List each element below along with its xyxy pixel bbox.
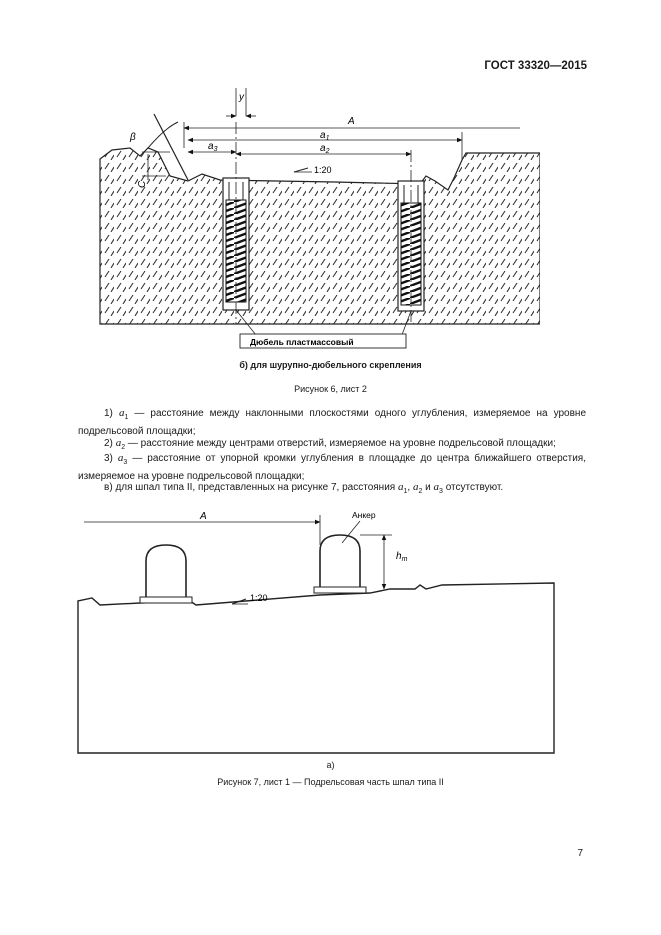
- document-code: ГОСТ 33320—2015: [484, 60, 587, 72]
- label-anchor: Анкер: [352, 510, 376, 520]
- figure-6-subcaption: б) для шурупно-дюбельного скрепления: [239, 360, 422, 370]
- note-4: в) для шпал типа II, представленных на рисунке 7, расстояния $a_1$, $a_2$ и $a_3$ отсутствуют.: [104, 481, 504, 495]
- label-a1: $a_1$: [320, 130, 330, 142]
- label-A: A: [348, 116, 355, 127]
- label-dowel: Дюбель пластмассовый: [250, 337, 354, 347]
- label-slope: 1:20: [314, 165, 332, 175]
- label-A-fig7: A: [200, 511, 207, 522]
- label-slope-fig7: 1:20: [250, 593, 268, 603]
- sleeper-type-2-body: [78, 583, 554, 753]
- note-3: 3) $a_3$ — расстояние от упорной кромки углубления в площадке до центра ближайшего отверстия, измеряемое на уровне подрельсовой площадки;: [78, 452, 586, 482]
- label-h: $h_т$: [396, 551, 408, 563]
- label-y: у: [239, 92, 244, 103]
- label-C: C: [137, 180, 148, 188]
- anchor-right: [320, 535, 360, 591]
- figure-7-drawing: [70, 505, 560, 755]
- page-number: 7: [577, 848, 583, 859]
- note-2: 2) $a_2$ — расстояние между центрами отверстий, измеряемое на уровне подрельсовой площадки;: [104, 437, 556, 451]
- label-a2: $a_2$: [320, 143, 330, 155]
- note-1: 1) $a_1$ — расстояние между наклонными плоскостями одного углубления, измеряемое на уровне подрельсовой площадки;: [78, 407, 587, 437]
- label-beta: β: [130, 132, 136, 143]
- figure-7-caption: Рисунок 7, лист 1 — Подрельсовая часть шпал типа II: [217, 777, 444, 787]
- anchor-left: [146, 545, 186, 601]
- figure-6-caption: Рисунок 6, лист 2: [294, 384, 367, 394]
- label-a3: $a_3$: [208, 141, 218, 153]
- figure-7-subcaption: а): [326, 760, 335, 770]
- figure-6-drawing: [90, 88, 540, 358]
